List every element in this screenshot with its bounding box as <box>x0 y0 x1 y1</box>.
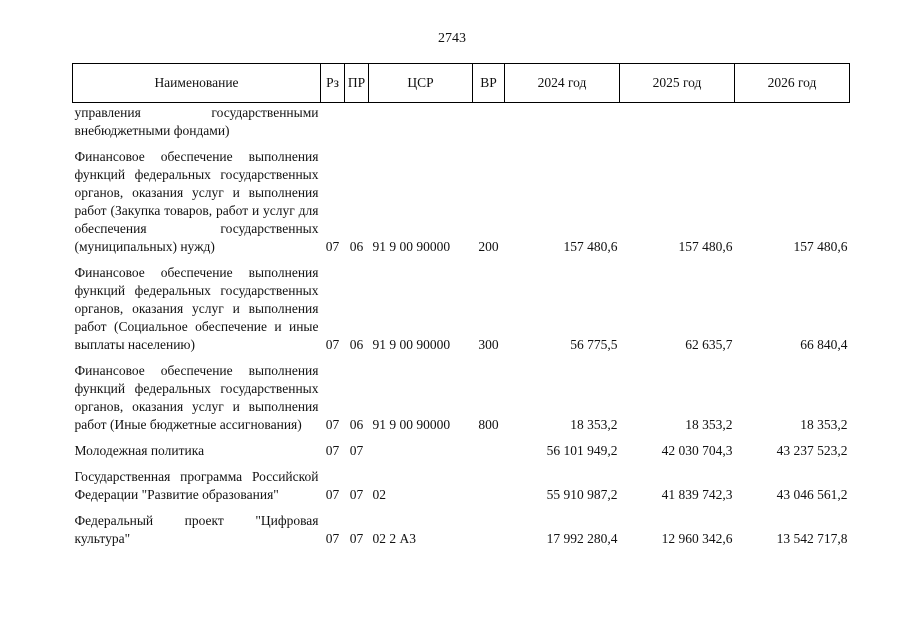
row-vr: 300 <box>478 337 499 352</box>
header-csr: ЦСР <box>369 64 473 103</box>
row-2026: 157 480,6 <box>793 239 848 254</box>
table-row <box>73 148 850 264</box>
row-vr: 800 <box>478 417 499 432</box>
table-row <box>73 103 850 149</box>
row-pr: 07 <box>349 487 364 502</box>
row-2026: 13 542 717,8 <box>776 531 848 546</box>
row-2025: 18 353,2 <box>685 417 733 432</box>
row-2026: 43 046 561,2 <box>776 487 848 502</box>
row-2024: 55 910 987,2 <box>546 487 618 502</box>
row-pr <box>345 103 369 149</box>
row-2024: 56 775,5 <box>570 337 618 352</box>
header-pr: ПР <box>345 64 369 103</box>
row-2025: 12 960 342,6 <box>661 531 733 546</box>
row-vr: 200 <box>478 239 499 254</box>
row-2026 <box>735 103 850 149</box>
header-2024: 2024 год <box>505 64 620 103</box>
row-pr: 07 <box>349 443 364 458</box>
header-rz: Рз <box>321 64 345 103</box>
table-row <box>73 512 850 548</box>
row-csr <box>369 103 473 149</box>
row-vr <box>473 468 505 512</box>
row-name: Молодежная политика <box>74 443 205 458</box>
row-2025: 157 480,6 <box>678 239 733 254</box>
table-row <box>73 362 850 442</box>
table-header-row <box>73 64 850 103</box>
row-name: Федеральный проект "Цифровая культура" <box>74 513 319 546</box>
row-pr: 06 <box>349 417 364 432</box>
budget-table <box>72 63 850 548</box>
row-csr: 91 9 00 90000 <box>372 417 451 432</box>
header-2026: 2026 год <box>735 64 850 103</box>
table-row <box>73 264 850 362</box>
row-pr: 07 <box>349 531 364 546</box>
row-2024: 157 480,6 <box>563 239 618 254</box>
row-rz: 07 <box>325 531 340 546</box>
page-number: 2743 <box>438 31 466 46</box>
row-2026: 43 237 523,2 <box>776 443 848 458</box>
row-2026: 18 353,2 <box>800 417 848 432</box>
table-row <box>73 468 850 512</box>
row-csr: 02 <box>372 487 386 502</box>
row-2024: 17 992 280,4 <box>546 531 618 546</box>
row-name: Государственная программа Российской Федерации "Развитие образования" <box>74 469 319 502</box>
header-name: Наименование <box>73 64 321 103</box>
row-name: управления государственными внебюджетными фондами) <box>74 105 319 138</box>
row-rz: 07 <box>325 417 340 432</box>
header-2025: 2025 год <box>620 64 735 103</box>
row-name: Финансовое обеспечение выполнения функций федеральных государственных органов, оказания услуг и выполнения работ (Иные бюджетные ассигнования) <box>74 363 319 432</box>
row-2024: 56 101 949,2 <box>546 443 618 458</box>
row-csr <box>369 442 473 468</box>
row-2025: 41 839 742,3 <box>661 487 733 502</box>
row-2024 <box>505 103 620 149</box>
row-name: Финансовое обеспечение выполнения функций федеральных государственных органов, оказания услуг и выполнения работ (Закупка товаров, работ и услуг для обеспечения государственных (муниципальных) нужд) <box>74 149 319 254</box>
row-2024: 18 353,2 <box>570 417 618 432</box>
row-name: Финансовое обеспечение выполнения функций федеральных государственных органов, оказания услуг и выполнения работ (Социальное обеспечение и иные выплаты населению) <box>74 265 319 352</box>
row-pr: 06 <box>349 239 364 254</box>
row-csr: 02 2 А3 <box>372 531 416 546</box>
row-csr: 91 9 00 90000 <box>372 337 451 352</box>
row-rz: 07 <box>325 443 340 458</box>
row-rz: 07 <box>325 239 340 254</box>
row-2025: 42 030 704,3 <box>661 443 733 458</box>
row-pr: 06 <box>349 337 364 352</box>
row-vr <box>473 442 505 468</box>
table-row <box>73 442 850 468</box>
row-vr <box>473 103 505 149</box>
row-rz: 07 <box>325 487 340 502</box>
row-csr: 91 9 00 90000 <box>372 239 451 254</box>
row-2025 <box>620 103 735 149</box>
row-2025: 62 635,7 <box>685 337 733 352</box>
row-vr <box>473 512 505 548</box>
header-vr: ВР <box>473 64 505 103</box>
row-2026: 66 840,4 <box>800 337 848 352</box>
row-rz: 07 <box>325 337 340 352</box>
row-rz <box>321 103 345 149</box>
